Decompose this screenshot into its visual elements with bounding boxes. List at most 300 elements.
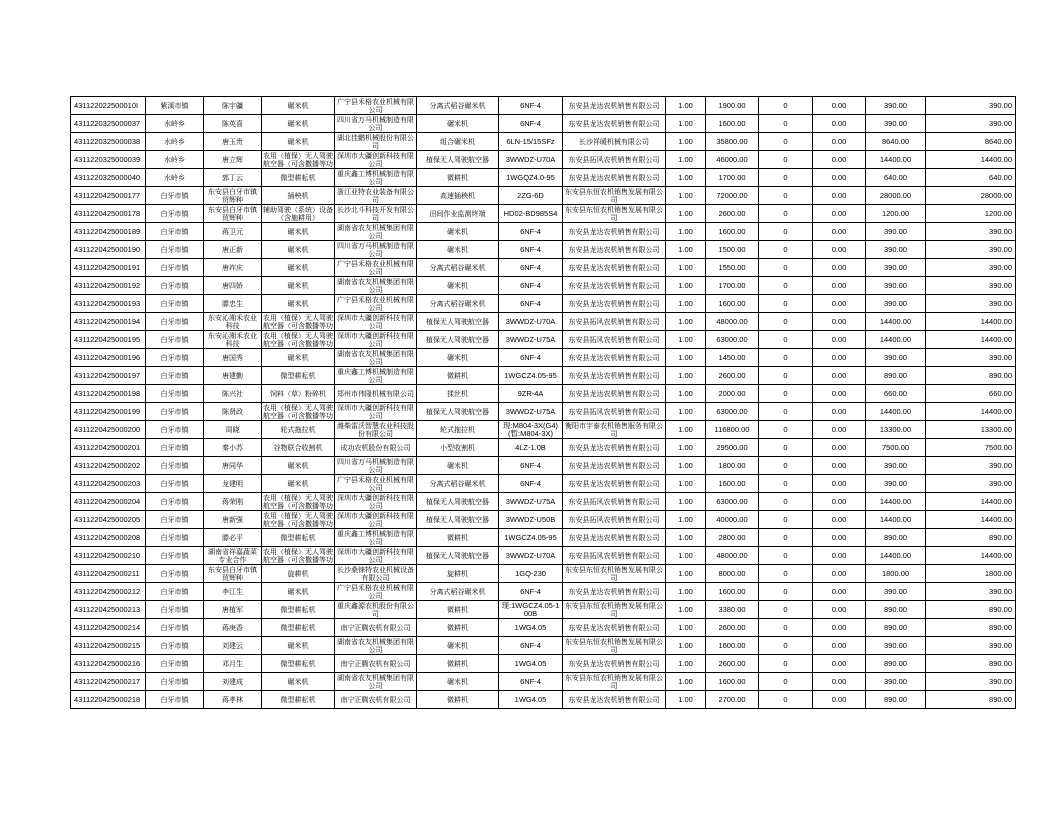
table-row	[71, 619, 1016, 637]
table-row	[71, 295, 1016, 313]
table-cell: 南宁正腾农机有限公司	[335, 655, 417, 673]
table-cell: 0	[759, 169, 813, 187]
table-cell: 890.00	[866, 619, 926, 637]
table-cell: 白牙市镇	[146, 367, 204, 385]
table-cell: 碾米机	[262, 583, 335, 601]
table-cell: 南宁正腾农机有限公司	[335, 691, 417, 709]
table-cell: 东安县拓风农机销售有限公司	[563, 313, 666, 331]
table-cell: 唐正新	[204, 241, 262, 259]
table-cell: 分离式稻谷碾米机	[417, 583, 499, 601]
table-cell: 四川省万马机械制造有限公司	[335, 115, 417, 133]
table-cell: 0	[759, 511, 813, 529]
table-cell: 1.00	[666, 277, 706, 295]
table-cell: 40000.00	[706, 511, 759, 529]
subsidy-table	[70, 96, 1016, 709]
table-cell: 碾米机	[262, 223, 335, 241]
table-cell: 东安县拓风农机销售有限公司	[563, 493, 666, 511]
table-cell: 碾米机	[262, 241, 335, 259]
table-cell: 郑州市伟隆机械有限公司	[335, 385, 417, 403]
table-cell: 431122022500010I	[71, 97, 146, 115]
table-cell: 0	[759, 673, 813, 691]
table-cell: 陈英喜	[204, 115, 262, 133]
table-cell: 890.00	[926, 601, 1016, 619]
table-row	[71, 169, 1016, 187]
table-cell: 田间作业监测终端	[417, 205, 499, 223]
table-cell: 唐植军	[204, 601, 262, 619]
table-cell: 农用（植保）无人驾驶航空器（可含撒播等功	[263, 547, 333, 564]
table-cell: 4311220425000190	[71, 241, 146, 259]
table-cell: 1.00	[666, 205, 706, 223]
table-cell: 植保无人驾驶航空器	[417, 313, 499, 331]
table-cell: 碾米机	[417, 115, 499, 133]
table-cell: 1.00	[666, 637, 706, 655]
table-cell: 3380.00	[706, 601, 759, 619]
table-row	[71, 241, 1016, 259]
table-cell: 660.00	[866, 385, 926, 403]
table-cell: 0.00	[813, 331, 866, 349]
table-cell: 微型耕耘机	[262, 655, 335, 673]
table-cell: 7500.00	[866, 439, 926, 457]
table-cell: 微型耕耘机	[262, 601, 335, 619]
table-cell: 6NF-4	[499, 583, 563, 601]
table-cell: 0	[759, 637, 813, 655]
table-cell: 东安县龙达农机销售有限公司	[563, 691, 666, 709]
table-cell: 8640.00	[866, 133, 926, 151]
table-cell: 390.00	[926, 583, 1016, 601]
table-cell: 白牙市镇	[146, 403, 204, 421]
table-cell: 4311220425000216	[71, 655, 146, 673]
table-cell: 1.00	[666, 295, 706, 313]
table-cell: 1.00	[666, 421, 706, 439]
table-cell: 2600.00	[706, 655, 759, 673]
table-cell: 0	[759, 529, 813, 547]
table-cell: 饲料（草）粉碎机	[262, 385, 335, 403]
table-cell: 水岭乡	[146, 151, 204, 169]
table-cell: 东安沁湘禾农业科技	[204, 331, 262, 349]
table-cell: 1.00	[666, 673, 706, 691]
table-cell: 碾米机	[417, 349, 499, 367]
table-cell: 植保无人驾驶航空器	[417, 403, 499, 421]
table-cell: 6NF-4	[499, 457, 563, 475]
table-cell: 640.00	[866, 169, 926, 187]
table-cell: 水岭乡	[146, 169, 204, 187]
table-cell: 白牙市镇	[146, 439, 204, 457]
table-cell: 13300.00	[926, 421, 1016, 439]
table-cell: 4LZ-1.0B	[499, 439, 563, 457]
table-cell: 14400.00	[866, 493, 926, 511]
table-cell: 1WG4.05	[499, 655, 563, 673]
table-cell: 邓月生	[204, 655, 262, 673]
table-cell: 紫溪市镇	[146, 97, 204, 115]
table-cell: 28000.00	[866, 187, 926, 205]
table-cell: 0.00	[813, 655, 866, 673]
table-cell: 重庆鑫工博机械制造有限公司	[335, 367, 417, 385]
table-cell: 分离式稻谷碾米机	[417, 97, 499, 115]
table-cell: 微耕机	[417, 367, 499, 385]
table-cell: 唐新强	[204, 511, 262, 529]
table-cell: 390.00	[866, 349, 926, 367]
table-cell: 4311220425000208	[71, 529, 146, 547]
table-cell: 农用（植保）无人驾驶航空器（可含撒播等功	[263, 151, 333, 168]
table-cell: 0	[759, 277, 813, 295]
table-cell: 0	[759, 547, 813, 565]
table-cell: 0.00	[813, 511, 866, 529]
table-cell: 0	[759, 115, 813, 133]
table-cell: 1.00	[666, 511, 706, 529]
table-cell: 890.00	[866, 655, 926, 673]
table-cell: 1.00	[666, 457, 706, 475]
table-cell: 碾米机	[262, 673, 335, 691]
table-cell: 0.00	[813, 565, 866, 583]
table-cell: 1.00	[666, 547, 706, 565]
table-cell: 0.00	[813, 133, 866, 151]
table-cell: 14400.00	[926, 547, 1016, 565]
table-row	[71, 583, 1016, 601]
table-cell: 890.00	[926, 529, 1016, 547]
table-cell: 白牙市镇	[146, 331, 204, 349]
table-row	[71, 565, 1016, 583]
table-cell: 0	[759, 439, 813, 457]
table-cell: 东安县东恒农机销售发展有限公司	[563, 565, 666, 583]
table-cell: 重庆鑫工博机械制造有限公司	[335, 529, 417, 547]
table-cell: 3WWDZ-U70A	[499, 313, 563, 331]
table-cell: 0.00	[813, 619, 866, 637]
table-cell: 2ZG-6D	[499, 187, 563, 205]
table-cell: 东安县白牙市镇贸辉种	[204, 187, 262, 205]
table-cell: 4311220425000201	[71, 439, 146, 457]
table-cell: 6NF-4	[499, 349, 563, 367]
table-cell: 4311220325000040	[71, 169, 146, 187]
table-row	[71, 133, 1016, 151]
table-cell: 东安县龙达农机销售有限公司	[563, 367, 666, 385]
table-cell: 水岭乡	[146, 133, 204, 151]
table-cell: 4311220425000197	[71, 367, 146, 385]
table-cell: 长沙北斗科技开发有限公司	[335, 205, 417, 223]
table-cell: 组合碾米机	[417, 133, 499, 151]
table-cell: 植保无人驾驶航空器	[417, 493, 499, 511]
table-cell: 白牙市镇	[146, 223, 204, 241]
table-cell: 深圳市大疆创新科技有限公司	[335, 547, 417, 565]
table-cell: 14400.00	[926, 493, 1016, 511]
table-cell: 植保无人驾驶航空器	[417, 511, 499, 529]
table-cell: 东安县龙达农机销售有限公司	[563, 385, 666, 403]
table-cell: 湖南省祥嘉蔬菜专业合作	[204, 547, 262, 565]
table-cell: 1800.00	[926, 565, 1016, 583]
table-cell: 深圳市大疆创新科技有限公司	[335, 403, 417, 421]
table-cell: 东安县龙达农机销售有限公司	[563, 583, 666, 601]
table-cell: 1600.00	[706, 223, 759, 241]
table-cell: 1WG4.05	[499, 619, 563, 637]
table-cell: 390.00	[866, 115, 926, 133]
table-cell: 2600.00	[706, 205, 759, 223]
table-cell: 碾米机	[262, 457, 335, 475]
table-cell: 1600.00	[706, 295, 759, 313]
table-cell: 390.00	[866, 637, 926, 655]
table-cell: 390.00	[926, 637, 1016, 655]
table-cell: 4311220425000198	[71, 385, 146, 403]
table-cell: 农用（植保）无人驾驶航空器（可含撒播等功	[263, 313, 333, 330]
table-cell: 0.00	[813, 169, 866, 187]
table-row	[71, 403, 1016, 421]
table-cell: 14400.00	[926, 331, 1016, 349]
table-cell: 0.00	[813, 223, 866, 241]
table-cell: 东安县龙达农机销售有限公司	[563, 475, 666, 493]
table-cell: 深圳市大疆创新科技有限公司	[335, 151, 417, 169]
table-cell: 4311220425000212	[71, 583, 146, 601]
table-cell: 广宁县禾格农业机械有限公司	[335, 475, 417, 493]
table-cell: 14400.00	[866, 511, 926, 529]
table-cell: 0.00	[813, 583, 866, 601]
table-cell: 1800.00	[706, 457, 759, 475]
table-cell: 390.00	[926, 241, 1016, 259]
table-cell: 0	[759, 295, 813, 313]
table-row	[71, 439, 1016, 457]
table-cell: 4311220325000039	[71, 151, 146, 169]
table-cell: 0.00	[813, 295, 866, 313]
table-cell: 1550.00	[706, 259, 759, 277]
table-cell: 4311220425000200	[71, 421, 146, 439]
table-cell: 4311220425000194	[71, 313, 146, 331]
table-cell: 14400.00	[866, 331, 926, 349]
table-cell: 0	[759, 493, 813, 511]
table-cell: 微耕机	[417, 601, 499, 619]
table-cell: 四川省万马机械制造有限公司	[335, 457, 417, 475]
table-cell: 微型耕耘机	[262, 367, 335, 385]
table-cell: 390.00	[926, 277, 1016, 295]
table-cell: 4311220425000204	[71, 493, 146, 511]
table-cell: 1800.00	[866, 565, 926, 583]
table-row	[71, 493, 1016, 511]
table-cell: 长沙桑铼特农业机械设备有限公司	[335, 565, 417, 583]
table-cell: 白牙市镇	[146, 673, 204, 691]
table-cell: 0	[759, 367, 813, 385]
table-cell: 890.00	[866, 367, 926, 385]
table-cell: 14400.00	[926, 151, 1016, 169]
table-cell: 碾米机	[417, 673, 499, 691]
table-cell: 周晓	[204, 421, 262, 439]
table-cell: 湖南省农友机械集团有限公司	[335, 349, 417, 367]
table-cell: 唐玉贵	[204, 133, 262, 151]
table-cell: 14400.00	[926, 403, 1016, 421]
table-cell: 插秧机	[262, 187, 335, 205]
table-cell: 东安县龙达农机销售有限公司	[563, 619, 666, 637]
table-cell: 390.00	[866, 97, 926, 115]
table-cell: 13300.00	[866, 421, 926, 439]
table-cell: 白牙市镇	[146, 619, 204, 637]
table-cell: 广宁县禾格农业机械有限公司	[335, 583, 417, 601]
table-cell: 1200.00	[926, 205, 1016, 223]
table-cell: 高速插秧机	[417, 187, 499, 205]
table-cell: 陈兴社	[204, 385, 262, 403]
table-cell: 东安县龙达农机销售有限公司	[563, 277, 666, 295]
table-cell: 390.00	[926, 295, 1016, 313]
table-cell: 农用（植保）无人驾驶航空器（可含撒播等功	[263, 331, 333, 348]
table-cell: 0	[759, 151, 813, 169]
table-cell: 水岭乡	[146, 115, 204, 133]
table-row	[71, 673, 1016, 691]
table-cell: 0	[759, 421, 813, 439]
table-row	[71, 277, 1016, 295]
table-cell: 4311220425000195	[71, 331, 146, 349]
table-cell: 9ZR-4A	[499, 385, 563, 403]
table-cell: 农用（植保）无人驾驶航空器（可含撒播等功	[263, 511, 333, 528]
table-cell: 0	[759, 655, 813, 673]
table-cell: 成功农机股份有限公司	[335, 439, 417, 457]
table-row	[71, 313, 1016, 331]
table-cell: 1.00	[666, 493, 706, 511]
table-cell: 碾米机	[262, 349, 335, 367]
table-cell: 微耕机	[417, 529, 499, 547]
table-cell: 0	[759, 565, 813, 583]
table-cell: 小型收割机	[417, 439, 499, 457]
table-cell: 东安县龙达农机销售有限公司	[563, 295, 666, 313]
table-cell: 0.00	[813, 349, 866, 367]
table-cell: 东安县拓风农机销售有限公司	[563, 151, 666, 169]
table-cell: 白牙市镇	[146, 277, 204, 295]
table-cell: 0.00	[813, 691, 866, 709]
table-cell: 白牙市镇	[146, 295, 204, 313]
table-cell: 1.00	[666, 385, 706, 403]
table-cell: 1.00	[666, 331, 706, 349]
table-cell: 蒋卫元	[204, 223, 262, 241]
table-cell: 3WWDZ-U75A	[499, 403, 563, 421]
table-cell: 6LN-15/15SFz	[499, 133, 563, 151]
table-cell: 8000.00	[706, 565, 759, 583]
table-cell: 白牙市镇	[146, 349, 204, 367]
table-cell: 4311220425000218	[71, 691, 146, 709]
table-cell: 1.00	[666, 619, 706, 637]
table-cell: 1.00	[666, 133, 706, 151]
table-cell: 1600.00	[706, 115, 759, 133]
table-cell: 白牙市镇	[146, 187, 204, 205]
table-cell: 0	[759, 187, 813, 205]
table-cell: 890.00	[926, 655, 1016, 673]
table-cell: 35800.00	[706, 133, 759, 151]
table-cell: 4311220425000192	[71, 277, 146, 295]
table-cell: 1600.00	[706, 673, 759, 691]
table-cell: 0	[759, 349, 813, 367]
table-cell: 轮式拖拉机	[417, 421, 499, 439]
table-cell: 1.00	[666, 475, 706, 493]
table-cell: 14400.00	[866, 151, 926, 169]
table-cell: 白牙市镇	[146, 421, 204, 439]
table-cell: 碾米机	[262, 475, 335, 493]
table-cell: 8640.00	[926, 133, 1016, 151]
table-cell: 390.00	[866, 259, 926, 277]
table-cell: 南宁正腾农机有限公司	[335, 619, 417, 637]
table-cell: 1GQ-230	[499, 565, 563, 583]
table-row	[71, 223, 1016, 241]
table-row	[71, 511, 1016, 529]
table-row	[71, 601, 1016, 619]
table-cell: 6NF-4	[499, 475, 563, 493]
table-cell: 李江生	[204, 583, 262, 601]
table-cell: 1WG4.05	[499, 691, 563, 709]
table-cell: 唐建勤	[204, 367, 262, 385]
table-cell: 蒋孝林	[204, 691, 262, 709]
table-cell: 白牙市镇	[146, 457, 204, 475]
table-cell: 碾米机	[262, 277, 335, 295]
table-cell: 微型耕耘机	[262, 691, 335, 709]
table-cell: 6NF-4	[499, 295, 563, 313]
table-cell: 东安县东恒农机销售发展有限公司	[563, 637, 666, 655]
table-cell: 14400.00	[866, 313, 926, 331]
table-cell: 0.00	[813, 601, 866, 619]
table-cell: 0	[759, 691, 813, 709]
table-cell: 0	[759, 475, 813, 493]
table-cell: 1.00	[666, 241, 706, 259]
table-cell: 4311220425000191	[71, 259, 146, 277]
table-cell: 4311220425000193	[71, 295, 146, 313]
table-cell: 0.00	[813, 259, 866, 277]
table-cell: 唐四娇	[204, 277, 262, 295]
table-cell: 东安县白牙市镇贸辉种	[204, 205, 262, 223]
table-cell: 东安县东恒农机销售发展有限公司	[563, 187, 666, 205]
table-cell: 3WWDZ-U50B	[499, 511, 563, 529]
table-cell: 碾米机	[262, 115, 335, 133]
table-cell: 2600.00	[706, 619, 759, 637]
table-cell: 390.00	[866, 673, 926, 691]
table-cell: 4311220425000203	[71, 475, 146, 493]
table-cell: 6NF-4	[499, 277, 563, 295]
table-cell: 890.00	[926, 367, 1016, 385]
table-cell: 碾米机	[417, 241, 499, 259]
table-cell: 深圳市大疆创新科技有限公司	[335, 493, 417, 511]
table-cell: 白牙市镇	[146, 259, 204, 277]
table-cell: 长沙祥暖机械有限公司	[563, 133, 666, 151]
table-cell: 48000.00	[706, 547, 759, 565]
table-cell: 湖南省农友机械集团有限公司	[335, 637, 417, 655]
table-cell: 白牙市镇	[146, 241, 204, 259]
table-cell: 1.00	[666, 367, 706, 385]
table-cell: 东安县龙达农机销售有限公司	[563, 655, 666, 673]
table-row	[71, 349, 1016, 367]
table-cell: 碾米机	[417, 637, 499, 655]
table-row	[71, 421, 1016, 439]
table-cell: 14400.00	[926, 313, 1016, 331]
table-cell: 4311220425000178	[71, 205, 146, 223]
table-cell: 重庆鑫工博机械制造有限公司	[335, 169, 417, 187]
table-cell: 390.00	[926, 457, 1016, 475]
table-cell: 东安县龙达农机销售有限公司	[563, 241, 666, 259]
table-cell: 旋耕机	[417, 565, 499, 583]
table-cell: 4311220425000177	[71, 187, 146, 205]
table-cell: 碾米机	[262, 259, 335, 277]
table-cell: 116800.00	[706, 421, 759, 439]
table-cell: 东安县东恒农机销售发展有限公司	[563, 601, 666, 619]
table-cell: 46000.00	[706, 151, 759, 169]
table-cell: HD02-BD985S4	[499, 205, 563, 223]
table-cell: 0.00	[813, 241, 866, 259]
table-cell: 东安沁湘禾农业科技	[204, 313, 262, 331]
table-cell: 碾米机	[417, 277, 499, 295]
table-cell: 唐同华	[204, 457, 262, 475]
table-cell: 湖南省农友机械集团有限公司	[335, 673, 417, 691]
table-cell: 唐立辉	[204, 151, 262, 169]
table-cell: 1.00	[666, 349, 706, 367]
table-cell: 390.00	[866, 475, 926, 493]
table-cell: 390.00	[866, 241, 926, 259]
table-cell: 东安县拓风农机销售有限公司	[563, 547, 666, 565]
table-cell: 0.00	[813, 637, 866, 655]
table-cell: 890.00	[866, 691, 926, 709]
table-cell: 微型耕耘机	[262, 169, 335, 187]
table-cell: 0.00	[813, 475, 866, 493]
table-cell: 东安县白牙市镇贸辉种	[204, 565, 262, 583]
table-cell: 白牙市镇	[146, 691, 204, 709]
table-row	[71, 637, 1016, 655]
table-cell: 0	[759, 223, 813, 241]
